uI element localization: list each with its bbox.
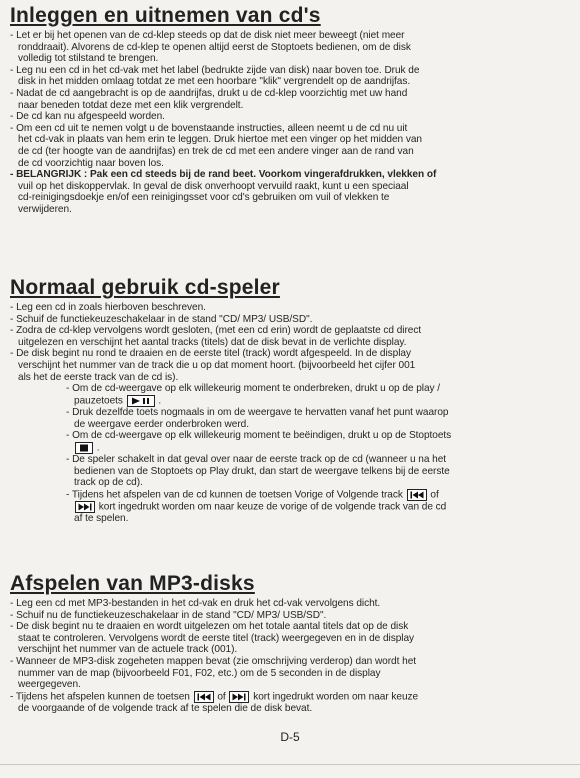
- next-track-icon: [75, 501, 95, 513]
- sub-line: - De speler schakelt in dat geval over naar de eerste track op de cd (wanneer u na het: [66, 454, 447, 466]
- body-text: - Tijdens het afspelen kunnen de toetsen: [10, 691, 190, 703]
- or-word: of: [217, 691, 226, 703]
- body-line: weergegeven.: [18, 679, 81, 691]
- body-text: kort ingedrukt worden om naar keuze de vorige of de volgende track van de cd: [98, 501, 447, 513]
- stop-icon: [75, 442, 93, 454]
- body-line: - Let er bij het openen van de cd-klep steeds op dat de disk niet meer beweegt (niet meer: [10, 30, 405, 41]
- body-line: - Schuif de functiekeuzeschakelaar in de stand "CD/ MP3/ USB/SD".: [10, 313, 313, 325]
- body-line: verwijderen.: [18, 203, 72, 215]
- body-line: het cd-vak in plaats van hem erin te leggen. Druk hiertoe met een vinger op het midden van: [18, 134, 422, 146]
- body-line: ronddraait). Alvorens de cd-klep te openen altijd eerst de Stoptoets bedienen, om de disk: [18, 41, 411, 53]
- body-line: - Leg een cd met MP3-bestanden in het cd-vak en druk het cd-vak vervolgens dicht.: [10, 598, 381, 609]
- sub-line: bedienen van de Stoptoets op Play drukt, dan start de weergave telkens bij de eerste: [74, 465, 450, 477]
- next-track-icon: [229, 691, 249, 703]
- body-line: disk in het midden omlaag totdat ze met een hoorbare "klik" vergrendelt op de aandrijfas.: [18, 76, 411, 88]
- body-line: cd-reinigingsdoekje en/of een reinigingsset voor cd's gebruiken om vuil of vlekken te: [18, 192, 390, 204]
- sub-line: - Om de cd-weergave op elk willekeurig moment te beëindigen, drukt u op de Stoptoets: [66, 430, 452, 442]
- body-line: - Om een cd uit te nemen volgt u de bovenstaande instructies, alleen neemt u de cd nu uit: [10, 122, 408, 134]
- body-line: - Schuif nu de functiekeuzeschakelaar in de stand "CD/ MP3/ USB/SD".: [10, 609, 327, 621]
- body-line: naar beneden totdat deze met een klik vergrendelt.: [18, 99, 244, 111]
- body-text: pauzetoets: [74, 395, 123, 407]
- sub-line: [10, 489, 570, 501]
- section-insert-remove: [10, 4, 570, 216]
- section-title: Afspelen van MP3-disks: [10, 572, 255, 595]
- previous-track-icon: [194, 691, 214, 703]
- previous-track-icon: [407, 489, 427, 501]
- sub-line: af te spelen.: [74, 513, 129, 525]
- body-line: - De disk begint nu te draaien en wordt uitgelezen om het totale aantal titels dat op de disk: [10, 621, 409, 633]
- sub-line: .: [10, 442, 570, 454]
- section-title: Normaal gebruik cd-speler: [10, 276, 280, 299]
- body-line: de cd (ter hoogte van de aandrijfas) en trek de cd met een andere vinger aan de rand van: [18, 145, 414, 157]
- sub-line: [10, 501, 570, 513]
- body-line: - De cd kan nu afgespeeld worden.: [10, 111, 165, 123]
- body-text: kort ingedrukt worden om naar keuze: [253, 691, 419, 703]
- body-line: - Leg een cd in zoals hierboven beschreven.: [10, 302, 206, 313]
- section-mp3: [10, 572, 570, 715]
- sub-line: de weergave eerder onderbroken werd.: [74, 418, 249, 430]
- body-text: - Tijdens het afspelen van de cd kunnen de toetsen Vorige of Volgende track: [66, 489, 403, 501]
- play-pause-icon: [127, 395, 155, 407]
- body-line: als het de eerste track van de cd is).: [18, 371, 179, 383]
- body-line: uitgelezen en verschijnt het aantal tracks (titels) dat de disk bevat in de verlichte display.: [18, 336, 407, 348]
- page-fold-line: [0, 764, 580, 765]
- body-line: vuil op het diskoppervlak. In geval de disk onverhoopt vervuild raakt, kunt u een speciaal: [18, 180, 409, 192]
- body-line: verschijnt het nummer van de actuele track (001).: [18, 644, 238, 656]
- body-line: - Wanneer de MP3-disk zogeheten mappen bevat (zie omschrijving verderop) dan wordt het: [10, 655, 417, 667]
- body-line: - De disk begint nu rond te draaien en de eerste titel (track) wordt afgespeeld. In de display: [10, 348, 411, 360]
- body-line: - Zodra de cd-klep vervolgens wordt gesloten, (met een cd erin) wordt de geplaatste cd direct: [10, 325, 422, 337]
- body-line: - Nadat de cd aangebracht is op de aandrijfas, drukt u de cd-klep voorzichtig met uw hand: [10, 87, 408, 99]
- important-line: - BELANGRIJK : Pak een cd steeds bij de rand beet. Voorkom vingerafdrukken, vlekken of: [10, 169, 437, 181]
- body-line: verschijnt het nummer van de track die u op dat moment hoort. (bijvoorbeeld het cijfer 001: [18, 359, 416, 371]
- section-normal-use: [10, 276, 570, 525]
- body-line: staat te controleren. Vervolgens wordt de eerste titel (track) weergegeven en in de display: [18, 632, 415, 644]
- sub-line: track op de cd).: [74, 477, 143, 489]
- or-word: of: [430, 489, 439, 501]
- page-number: D-5: [280, 730, 300, 744]
- sub-line: - Druk dezelfde toets nogmaals in om de weergave te hervatten vanaf het punt waarop: [66, 407, 449, 419]
- body-line: de voorgaande of de volgende track af te spelen die de disk bevat.: [18, 703, 313, 715]
- body-line: - Leg nu een cd in het cd-vak met het label (bedrukte zijde van disk) naar boven toe. Druk de: [10, 64, 420, 76]
- body-line: de cd voorzichtig naar boven los.: [18, 157, 164, 169]
- sub-line: - Om de cd-weergave op elk willekeurig moment te onderbreken, drukt u op de play /: [66, 383, 441, 395]
- body-line: nummer van de map (bijvoorbeeld F01, F02, etc.) om de 5 seconden in de display: [18, 667, 381, 679]
- section-title: Inleggen en uitnemen van cd's: [10, 4, 321, 27]
- body-line: volledig tot stilstand te brengen.: [18, 53, 159, 65]
- body-line: [10, 691, 570, 703]
- sub-line: pauzetoets .: [74, 395, 162, 407]
